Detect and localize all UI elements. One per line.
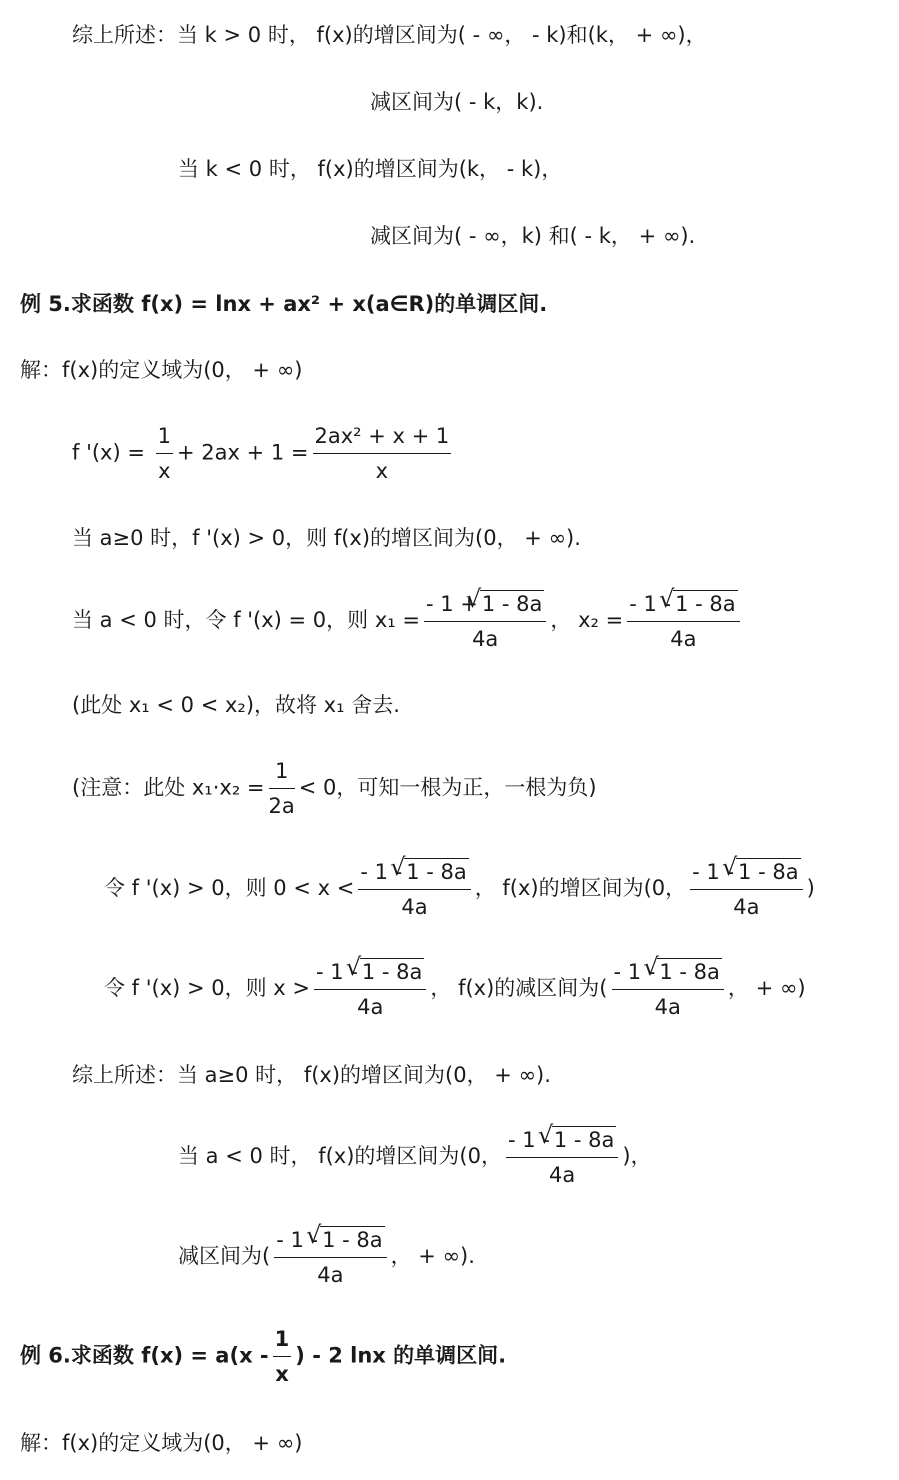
derivative-formula (72, 423, 455, 484)
note-line: (注意：此处 x₁·x₂ = $\frac{1}{2a}$ < 0，可知一根为正，一根为负) (72, 759, 597, 818)
x2-label: ， x₂ = (550, 608, 624, 632)
bound-fraction-5: $\frac{- 1 -√ 1 - 8a}{4a}$ (506, 1126, 618, 1188)
fraction-derivative: $\frac{\text{2ax² + x + 1}}{x}$ (314, 424, 450, 483)
a-neg-roots (72, 590, 744, 652)
example-5-domain: 解：f(x)的定义域为(0， + ∞) (20, 358, 303, 382)
bound-fraction-1: $\frac{- 1 -√ 1 - 8a}{4a}$ (358, 858, 470, 920)
derivative-mid: + 2ax + 1 = (176, 440, 309, 465)
derivative-prefix: f '(x) = (72, 440, 152, 465)
bound-fraction-6: $\frac{- 1 -√ 1 - 8a}{4a}$ (274, 1226, 386, 1288)
note-fraction: $\frac{1}{2a}$ (268, 759, 295, 818)
discard-x1-line: (此处 x₁ < 0 < x₂)，故将 x₁ 舍去. (72, 693, 400, 717)
bound-fraction-4: $\frac{- 1 -√ 1 - 8a}{4a}$ (612, 958, 724, 1020)
example-5-title: 例 5.求函数 f(x) = lnx + ax² + x(a∈R)的单调区间. (20, 292, 548, 316)
k-neg-decreasing-line: 减区间为( - ∞，k) 和( - k， + ∞). (370, 224, 696, 248)
decreasing-interval-line: 令 f '(x) > 0，则 x > $\frac{- 1 -√ 1 - 8a}{4a}$ ， f(x)的减区间为( $\frac{- 1 -√ 1 - 8a}{4a}$ ， + ∞) (104, 958, 806, 1020)
example-6-title: 例 6.求函数 f(x) = a(x - $\frac{1}{x}$ ) - 2 lnx 的单调区间. (20, 1327, 507, 1386)
ex6-fraction: $\frac{1}{x}$ (274, 1327, 290, 1386)
summary-a-line-3: 减区间为( $\frac{- 1 -√ 1 - 8a}{4a}$ ， + ∞). (178, 1226, 475, 1288)
a-nonneg-case: 当 a≥0 时，f '(x) > 0，则 f(x)的增区间为(0， + ∞). (72, 526, 581, 550)
example-6-domain: 解：f(x)的定义域为(0， + ∞) (20, 1431, 303, 1455)
fraction-1-over-x: $\frac{1}{x}$ (157, 424, 171, 483)
roots-prefix: 当 a < 0 时，令 f '(x) = 0，则 x₁ = (72, 608, 420, 632)
increasing-interval-line: 令 f '(x) > 0，则 0 < x < $\frac{- 1 -√ 1 - 8a}{4a}$ ， f(x)的增区间为(0， $\frac{- 1 -√ 1 - 8a}{4a}$ ) (104, 858, 815, 920)
summary-k-line: 综上所述：当 k > 0 时， f(x)的增区间为( - ∞， - k)和(k， + ∞)， (72, 23, 707, 47)
bound-fraction-2: $\frac{- 1 -√ 1 - 8a}{4a}$ (690, 858, 802, 920)
bound-fraction-3: $\frac{- 1 -√ 1 - 8a}{4a}$ (314, 958, 426, 1020)
summary-a-line-2: 当 a < 0 时， f(x)的增区间为(0， $\frac{- 1 -√ 1 - 8a}{4a}$ )， (178, 1126, 652, 1188)
summary-a-line-1: 综上所述：当 a≥0 时， f(x)的增区间为(0， + ∞). (72, 1063, 551, 1087)
k-neg-increasing-line: 当 k < 0 时， f(x)的增区间为(k， - k)， (178, 157, 563, 181)
x1-fraction: $\frac{- 1 +√ 1 - 8a}{4a}$ (424, 590, 546, 652)
x2-fraction: $\frac{- 1 -√ 1 - 8a}{4a}$ (627, 590, 739, 652)
k-pos-decreasing-line: 减区间为( - k，k). (370, 90, 544, 114)
